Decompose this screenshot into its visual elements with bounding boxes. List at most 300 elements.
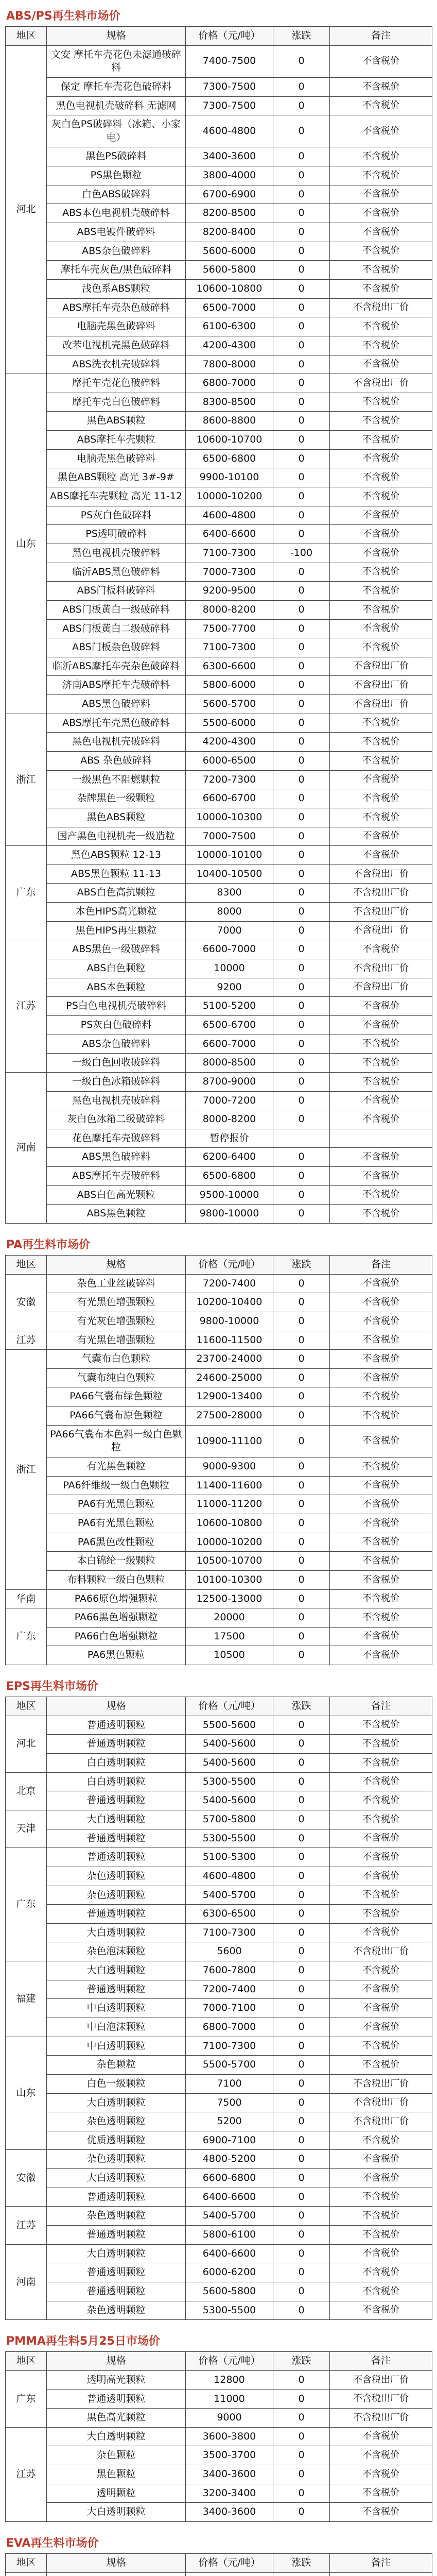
table-row: [6, 1387, 432, 1406]
change-cell: 0: [273, 657, 330, 676]
price-cell: 4200-4300: [186, 733, 273, 752]
note-cell: 不含税价: [330, 166, 432, 185]
column-header: 涨跌: [273, 1697, 330, 1716]
note-cell: 不含税价: [330, 204, 432, 223]
table-row: [6, 1552, 432, 1571]
spec-cell: ABS本色电视机壳破碎料: [47, 204, 186, 223]
price-cell: 10000-10100: [186, 846, 273, 865]
column-header: 备注: [330, 1256, 432, 1275]
change-cell: 0: [273, 751, 330, 770]
table-row: [6, 1331, 432, 1350]
table-row: [6, 1293, 432, 1312]
price-cell: 3800-4000: [186, 166, 273, 185]
change-cell: 0: [273, 2389, 330, 2409]
price-cell: 11000: [186, 2389, 273, 2409]
change-cell: 0: [273, 1331, 330, 1350]
spec-cell: 电脑壳黑色破碎料: [47, 317, 186, 336]
note-cell: 不含税价: [330, 1148, 432, 1167]
spec-cell: PA6纤维级一级白色颗粒: [47, 1476, 186, 1495]
spec-cell: 一级白色冰箱破碎料: [47, 1072, 186, 1091]
price-cell: 8000-8200: [186, 600, 273, 619]
spec-cell: 气囊布白色颗粒: [47, 1350, 186, 1369]
price-cell: 7100: [186, 2074, 273, 2093]
table-row: [6, 657, 432, 676]
spec-cell: 电脑壳黑色破碎料: [47, 449, 186, 468]
spec-cell: 保定 摩托车壳花色破碎料: [47, 77, 186, 96]
spec-cell: 中白透明颗粒: [47, 2037, 186, 2056]
column-header: 价格（元/吨）: [186, 1697, 273, 1716]
price-cell: 11000-11200: [186, 1495, 273, 1514]
change-cell: 0: [273, 903, 330, 922]
note-cell: 不含税价: [330, 336, 432, 355]
table-row: [6, 903, 432, 922]
spec-cell: 国产黑色电视机壳一级造粒: [47, 827, 186, 846]
table-row: [6, 204, 432, 223]
table-row: [6, 619, 432, 638]
table-row: [6, 2572, 432, 2576]
price-cell: 6600-7000: [186, 940, 273, 959]
table-row: [6, 525, 432, 544]
note-cell: 不含税价: [330, 1035, 432, 1054]
column-header: 备注: [330, 27, 432, 46]
spec-cell: 杂色泡沫颗粒: [47, 1942, 186, 1961]
note-cell: 不含税价: [330, 1716, 432, 1735]
price-cell: 10000-10200: [186, 487, 273, 506]
spec-cell: ABS黑色破碎料: [47, 1148, 186, 1167]
price-cell: 7100-7300: [186, 544, 273, 563]
price-cell: 7300-7500: [186, 77, 273, 96]
table-row: [6, 1942, 432, 1961]
spec-cell: 白白透明颗粒: [47, 1754, 186, 1773]
table-row: [6, 2150, 432, 2169]
change-cell: 0: [273, 638, 330, 657]
change-cell: 0: [273, 2226, 330, 2245]
price-cell: 5500-5600: [186, 1716, 273, 1735]
note-cell: 不含税价: [330, 1735, 432, 1754]
table-row: [6, 1350, 432, 1369]
table-row: [6, 2131, 432, 2150]
note-cell: 不含税价: [330, 506, 432, 525]
price-cell: 6400-6600: [186, 2188, 273, 2207]
change-cell: 0: [273, 96, 330, 115]
region-cell: 浙江: [6, 1350, 47, 1589]
table-row: [6, 1110, 432, 1129]
spec-cell: 普通透明颗粒: [47, 1791, 186, 1810]
change-cell: 0: [273, 2093, 330, 2112]
spec-cell: ABS门板黄白一级破碎料: [47, 600, 186, 619]
note-cell: 不含税价: [330, 1368, 432, 1387]
spec-cell: 普通透明颗粒: [47, 1735, 186, 1754]
note-cell: 不含税价: [330, 2465, 432, 2484]
change-cell: 0: [273, 865, 330, 884]
price-cell: 5800-6000: [186, 676, 273, 695]
price-cell: 5400-5700: [186, 2207, 273, 2226]
price-cell: 10200-10400: [186, 1293, 273, 1312]
table-row: [6, 1848, 432, 1867]
price-cell: 7400-7500: [186, 45, 273, 77]
note-cell: 不含税价: [330, 1015, 432, 1035]
spec-cell: 大白透明颗粒: [47, 2093, 186, 2112]
note-cell: 不含税价: [330, 77, 432, 96]
table-row: [6, 393, 432, 412]
price-cell: 7100-7300: [186, 1923, 273, 1942]
table-row: [6, 1035, 432, 1054]
note-cell: 不含税价: [330, 2244, 432, 2263]
note-cell: 不含税价: [330, 1867, 432, 1886]
table-row: [6, 827, 432, 846]
spec-cell: 有光黑色增强颗粒: [47, 1331, 186, 1350]
table-row: [6, 1091, 432, 1110]
price-cell: 8300: [186, 884, 273, 903]
price-cell: 3400-3600: [186, 2503, 273, 2522]
change-cell: 0: [273, 1110, 330, 1129]
table-row: [6, 2169, 432, 2188]
change-cell: 0: [273, 298, 330, 317]
change-cell: 0: [273, 1980, 330, 1999]
table-row: [6, 2093, 432, 2112]
spec-cell: PS白色电视机壳破碎料: [47, 997, 186, 1016]
spec-cell: 黑色ABS颗粒: [47, 412, 186, 431]
note-cell: 不含税价: [330, 2282, 432, 2301]
table-row: [6, 261, 432, 280]
note-cell: 不含税出厂价: [330, 676, 432, 695]
table-row: [6, 2389, 432, 2409]
change-cell: 0: [273, 600, 330, 619]
table-row: [6, 1735, 432, 1754]
note-cell: 不含税价: [330, 1091, 432, 1110]
price-cell: 5800-6100: [186, 2226, 273, 2245]
spec-cell: 有光黑色颗粒: [47, 1458, 186, 1477]
price-cell: 10600-10800: [186, 1514, 273, 1533]
table-row: [6, 2074, 432, 2093]
price-cell: 10600-10800: [186, 279, 273, 298]
price-cell: 4200-4300: [186, 336, 273, 355]
table-row: [6, 1999, 432, 2018]
change-cell: 0: [273, 279, 330, 298]
price-cell: 7100-7300: [186, 2037, 273, 2056]
price-cell: 24600-25000: [186, 1368, 273, 1387]
price-cell: 3600-3800: [186, 2427, 273, 2446]
change-cell: 0: [273, 1627, 330, 1646]
note-cell: 不含税价: [330, 185, 432, 204]
spec-cell: 白白透明颗粒: [47, 1772, 186, 1791]
change-cell: 0: [273, 695, 330, 714]
change-cell: 0: [273, 978, 330, 997]
spec-cell: PA66气囊布本色料一级白色颗粒: [47, 1425, 186, 1457]
note-cell: 不含税价: [330, 544, 432, 563]
spec-cell: 普通透明颗粒: [47, 2188, 186, 2207]
price-cell: 5500-5700: [186, 2056, 273, 2075]
note-cell: 不含税价: [330, 1387, 432, 1406]
note-cell: 不含税出厂价: [330, 2409, 432, 2428]
spec-cell: ABS门板杂色破碎料: [47, 638, 186, 657]
table-row: [6, 298, 432, 317]
spec-cell: 普通透明颗粒: [47, 1980, 186, 1999]
note-cell: 不含税出厂价: [330, 2389, 432, 2409]
change-cell: 0: [273, 1054, 330, 1073]
table-row: [6, 1205, 432, 1224]
column-header: 规格: [47, 2554, 186, 2573]
change-cell: 0: [273, 147, 330, 166]
price-cell: 10600-10700: [186, 431, 273, 450]
section-title: ABS/PS再生料市场价: [6, 10, 120, 23]
spec-cell: 黑色PS破碎料: [47, 147, 186, 166]
spec-cell: 黑色ABS颗粒 12-13: [47, 846, 186, 865]
change-cell: 0: [273, 2503, 330, 2522]
change-cell: 0: [273, 2169, 330, 2188]
spec-cell: PS灰白色破碎料: [47, 1015, 186, 1035]
spec-cell: 大白透明颗粒: [47, 2244, 186, 2263]
price-cell: 8200-8400: [186, 223, 273, 242]
table-header-row: [6, 1256, 432, 1275]
table-row: [6, 2112, 432, 2131]
section-title: PMMA再生料5月25日市场价: [6, 2335, 160, 2348]
change-cell: 0: [273, 374, 330, 393]
table-row: [6, 846, 432, 865]
spec-cell: 杂色透明颗粒: [47, 2301, 186, 2320]
spec-cell: ABS摩托车壳颗粒: [47, 431, 186, 450]
column-header: 涨跌: [273, 27, 330, 46]
table-row: [6, 582, 432, 601]
table-row: [6, 115, 432, 147]
price-cell: 6500-6700: [186, 1015, 273, 1035]
table-row: [6, 1646, 432, 1665]
column-header: 涨跌: [273, 1256, 330, 1275]
change-cell: 0: [273, 1589, 330, 1608]
note-cell: 不含税价: [330, 1533, 432, 1552]
table-row: [6, 940, 432, 959]
spec-cell: ABS摩托车壳破碎料: [47, 1167, 186, 1186]
note-cell: 不含税价: [330, 2301, 432, 2320]
change-cell: 0: [273, 1999, 330, 2018]
table-row: [6, 1754, 432, 1773]
price-cell: 6400-6600: [186, 525, 273, 544]
change-cell: 0: [273, 2074, 330, 2093]
note-cell: 不含税价: [330, 1886, 432, 1905]
price-cell: 5100-5300: [186, 1848, 273, 1867]
note-cell: 不含税价: [330, 1514, 432, 1533]
table-row: [6, 1425, 432, 1457]
change-cell: 0: [273, 412, 330, 431]
price-table: [5, 2351, 432, 2522]
spec-cell: PS灰白色破碎料: [47, 506, 186, 525]
table-row: [6, 1476, 432, 1495]
note-cell: 不含税价: [330, 242, 432, 261]
region-cell: 河南: [6, 2244, 47, 2320]
spec-cell: 大白透明颗粒: [47, 2169, 186, 2188]
column-header: 价格（元/吨）: [186, 2554, 273, 2573]
change-cell: 0: [273, 1772, 330, 1791]
column-header: 地区: [6, 2352, 47, 2371]
spec-cell: 普通透明颗粒: [47, 2226, 186, 2245]
note-cell: 不含税出厂价: [330, 2074, 432, 2093]
note-cell: 不含税出厂价: [330, 884, 432, 903]
change-cell: 0: [273, 506, 330, 525]
spec-cell: 有光灰色增强颗粒: [47, 1312, 186, 1331]
price-cell: 7200-7300: [186, 770, 273, 789]
price-cell: 11400-11600: [186, 1476, 273, 1495]
change-cell: 0: [273, 2465, 330, 2484]
column-header: 规格: [47, 27, 186, 46]
change-cell: 0: [273, 808, 330, 827]
change-cell: 0: [273, 2037, 330, 2056]
table-row: [6, 431, 432, 450]
table-row: [6, 96, 432, 115]
change-cell: [273, 2572, 330, 2576]
spec-cell: 浅色系ABS颗粒: [47, 279, 186, 298]
table-row: [6, 1054, 432, 1073]
spec-cell: PA66白色增强颗粒: [47, 1627, 186, 1646]
table-row: [6, 1167, 432, 1186]
table-row: [6, 506, 432, 525]
table-row: [6, 355, 432, 374]
price-table: [5, 1255, 432, 1665]
price-cell: 9000-9300: [186, 1458, 273, 1477]
price-cell: 10000: [186, 959, 273, 978]
change-cell: 0: [273, 185, 330, 204]
table-row: [6, 1129, 432, 1148]
note-cell: 不含税出厂价: [330, 2370, 432, 2389]
note-cell: 不含税价: [330, 2207, 432, 2226]
note-cell: 不含税价: [330, 2037, 432, 2056]
change-cell: 0: [273, 1205, 330, 1224]
note-cell: 不含税价: [330, 1961, 432, 1980]
change-cell: 0: [273, 563, 330, 582]
change-cell: 0: [273, 261, 330, 280]
change-cell: 0: [273, 2112, 330, 2131]
note-cell: 不含税价: [330, 2150, 432, 2169]
change-cell: 0: [273, 846, 330, 865]
table-row: [6, 185, 432, 204]
price-cell: 7600-7800: [186, 1961, 273, 1980]
price-cell: 7000: [186, 921, 273, 940]
spec-cell: ABS电镀件破碎料: [47, 223, 186, 242]
note-cell: 不含税价: [330, 2018, 432, 2037]
table-row: [6, 2484, 432, 2503]
table-row: [6, 1772, 432, 1791]
spec-cell: 透明高光颗粒: [47, 2370, 186, 2389]
note-cell: 不含税价: [330, 2503, 432, 2522]
price-cell: 4800-5200: [186, 2150, 273, 2169]
note-cell: 不含税价: [330, 1476, 432, 1495]
price-cell: 6500-6800: [186, 1167, 273, 1186]
change-cell: 0: [273, 2056, 330, 2075]
note-cell: 不含税价: [330, 45, 432, 77]
price-section: [5, 2531, 432, 2576]
change-cell: 0: [273, 1791, 330, 1810]
spec-cell: 布料颗粒一级白色颗粒: [47, 1570, 186, 1589]
region-cell: 福建: [6, 1961, 47, 2037]
spec-cell: ABS洗衣机壳破碎料: [47, 355, 186, 374]
price-cell: 5400-5700: [186, 1886, 273, 1905]
price-cell: 5300-5500: [186, 2301, 273, 2320]
price-cell: 5600-5800: [186, 2282, 273, 2301]
price-cell: 6900-7100: [186, 2131, 273, 2150]
note-cell: 不含税价: [330, 2484, 432, 2503]
price-cell: 9800-10000: [186, 1205, 273, 1224]
table-row: [6, 865, 432, 884]
spec-cell: 灰白色PS破碎料（冰箱、小家电）: [47, 115, 186, 147]
price-cell: 7500: [186, 2093, 273, 2112]
spec-cell: PA6黑色颗粒: [47, 1646, 186, 1665]
note-cell: 不含税价: [330, 449, 432, 468]
note-cell: 不含税价: [330, 1274, 432, 1293]
price-cell: 5500-6000: [186, 714, 273, 733]
spec-cell: 黑色电视机壳破碎料: [47, 1091, 186, 1110]
note-cell: 不含税价: [330, 1772, 432, 1791]
spec-cell: 透明颗粒: [47, 2484, 186, 2503]
spec-cell: ABS门板黄白二级破碎料: [47, 619, 186, 638]
price-cell: 12500-13000: [186, 1589, 273, 1608]
region-cell: 山东: [6, 2037, 47, 2150]
change-cell: 0: [273, 115, 330, 147]
table-row: [6, 317, 432, 336]
table-row: [6, 45, 432, 77]
note-cell: 不含税出厂价: [330, 657, 432, 676]
change-cell: 0: [273, 525, 330, 544]
price-cell: 7200-7400: [186, 1980, 273, 1999]
price-cell: 7800-8000: [186, 355, 273, 374]
column-header: 备注: [330, 2554, 432, 2573]
table-row: [6, 1867, 432, 1886]
note-cell: 不含税出厂价: [330, 865, 432, 884]
change-cell: 0: [273, 204, 330, 223]
note-cell: 不含税价: [330, 1331, 432, 1350]
price-cell: 10500: [186, 1646, 273, 1665]
change-cell: 0: [273, 1514, 330, 1533]
price-cell: 8000: [186, 903, 273, 922]
price-cell: 9200-9500: [186, 582, 273, 601]
price-cell: 5400-5600: [186, 1791, 273, 1810]
price-cell: 6600-6700: [186, 789, 273, 808]
change-cell: 0: [273, 1274, 330, 1293]
table-row: [6, 2244, 432, 2263]
change-cell: 0: [273, 1476, 330, 1495]
table-row: [6, 2427, 432, 2446]
price-cell: 5600-5800: [186, 261, 273, 280]
region-cell: 河北: [6, 1716, 47, 1772]
note-cell: 不含税价: [330, 2427, 432, 2446]
spec-cell: 大白透明颗粒: [47, 2503, 186, 2522]
note-cell: 不含税价: [330, 1810, 432, 1829]
spec-cell: [47, 2572, 186, 2576]
price-cell: 4600-4800: [186, 115, 273, 147]
note-cell: 不含税价: [330, 997, 432, 1016]
spec-cell: 黑色ABS颗粒: [47, 808, 186, 827]
price-section: [5, 2329, 432, 2522]
note-cell: 不含税价: [330, 115, 432, 147]
table-row: [6, 2409, 432, 2428]
table-row: [6, 1961, 432, 1980]
note-cell: 不含税价: [330, 1754, 432, 1773]
note-cell: [330, 1129, 432, 1148]
change-cell: 0: [273, 1015, 330, 1035]
table-row: [6, 978, 432, 997]
change-cell: 0: [273, 1312, 330, 1331]
price-cell: 6500-7000: [186, 298, 273, 317]
note-cell: 不含税价: [330, 733, 432, 752]
price-cell: 6300-6500: [186, 1905, 273, 1924]
price-cell: 6000-6500: [186, 751, 273, 770]
column-header: 规格: [47, 1256, 186, 1275]
note-cell: 不含税价: [330, 2131, 432, 2150]
spec-cell: 一级黑色不阻燃颗粒: [47, 770, 186, 789]
table-row: [6, 1072, 432, 1091]
price-cell: 17500: [186, 1627, 273, 1646]
spec-cell: PA6黑色改性颗粒: [47, 1533, 186, 1552]
change-cell: 0: [273, 1406, 330, 1426]
price-cell: 10400-10500: [186, 865, 273, 884]
